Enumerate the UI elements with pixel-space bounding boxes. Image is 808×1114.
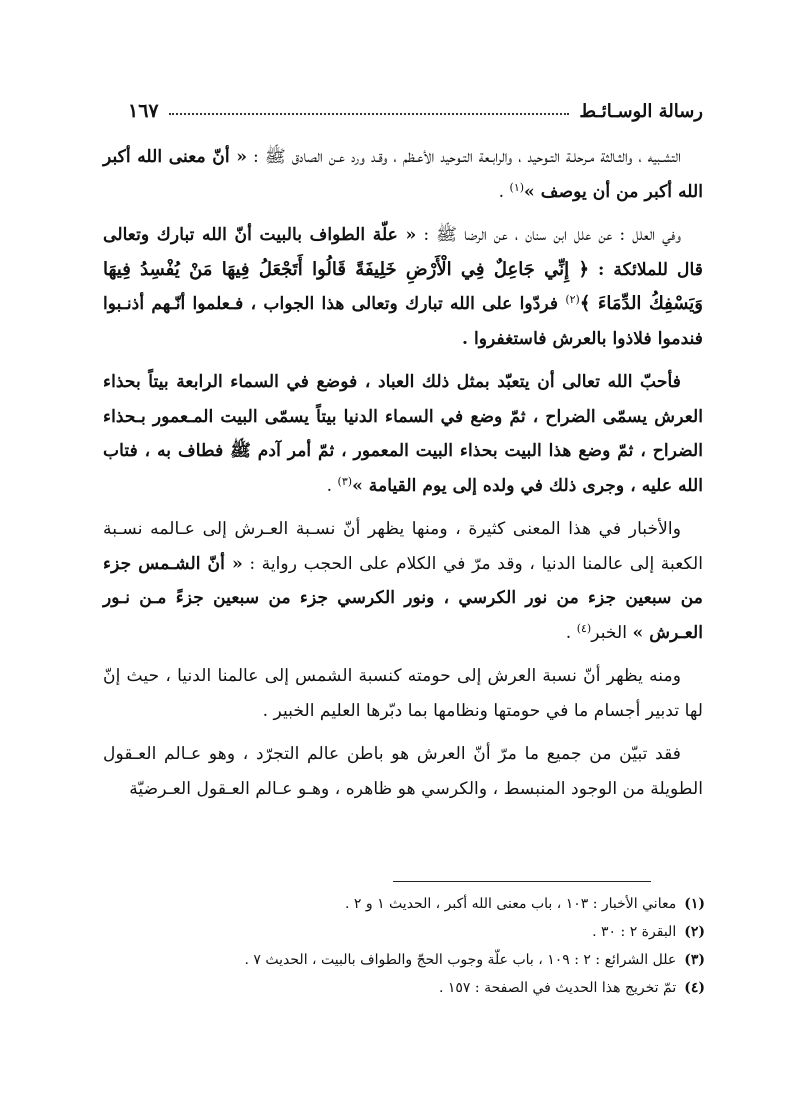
text-run: ومنه يظهر أنّ نسبة العرش إلى حومته كنسبة الشمس إلى عالمنا الدنيا ، حيث إنّ لها تدبير أجسام ما في حومتها ونظامها بما دبّرها العليم الخبير .: [103, 666, 703, 721]
footnote-text: البقرة ٢ : ٣٠ .: [592, 924, 677, 940]
footnote-ref[interactable]: (٣): [337, 474, 353, 488]
hadith-quote: فردّوا على الله تبارك وتعالى هذا الجواب ، فـعلموا أنّـهم أذنـبوا فندموا فلاذوا بالعرش فاستغفروا .: [103, 294, 703, 349]
paragraph: [103, 737, 703, 806]
footnote-text: تمّ تخريج هذا الحديث في الصفحة : ١٥٧ .: [438, 980, 677, 996]
footnote-number: (١): [684, 896, 705, 912]
quran-verse: ﴿ إِنِّي جَاعِلٌ فِي الْأَرْضِ خَلِيفَةً قَالُوا أَتَجْعَلُ فِيهَا مَنْ يُفْسِدُ فِيهَا وَيَسْفِكُ الدِّمَاءَ ﴾: [103, 258, 703, 314]
text-run: .: [565, 622, 577, 643]
footnote: [140, 974, 705, 1002]
running-header: [128, 92, 703, 122]
header-dot-leader: [169, 113, 570, 115]
hadith-quote: « أنّ معنى الله أكبر الله أكبر من أن يوصف »: [103, 147, 703, 202]
paragraph: [103, 659, 703, 728]
header-title: رسالة الوسـائـط: [579, 101, 703, 122]
footnote: [140, 918, 705, 946]
text-run: الخبر: [591, 622, 633, 643]
text-run: .: [498, 181, 510, 202]
footnote: [140, 890, 705, 918]
page-number: ١٦٧: [128, 100, 159, 122]
footnote-separator: [393, 881, 651, 882]
text-run: والأخبار في هذا المعنى كثيرة ، ومنها يظهر أنّ نسـبة العـرش إلى عـالمه نسـبة الكعبة إلى عالمنا الدنيا ، وقد مرّ في الكلام على الحجب رواية :: [103, 519, 703, 574]
footnotes: [140, 890, 705, 1002]
hadith-quote: « أنّ الشـمس جزء من سبعين جزء من نور الكرسي ، ونور الكرسي جزء من سبعين جزءً مـن نـور العـرش »: [103, 553, 703, 643]
hadith-quote: « علّة الطواف بالبيت أنّ الله تبارك وتعالى قال للملائكة :: [103, 225, 703, 280]
text-run: فقد تبيّن من جميع ما مرّ أنّ العرش هو باطن عالم التجرّد ، وهو عـالم العـقول الطويلة من الوجود المنبسط ، والكرسي هو ظاهره ، وهـو عـالم العـقول العـرضيّة: [103, 744, 703, 799]
footnote-ref[interactable]: (٤): [576, 621, 592, 635]
footnote-number: (٢): [684, 924, 705, 940]
footnote-ref[interactable]: (٢): [565, 293, 580, 306]
footnote-number: (٣): [684, 952, 705, 968]
footnote-text: علل الشرائع : ٢ : ١٠٩ ، باب علّة وجوب الحجّ والطواف بالبيت ، الحديث ٧ .: [244, 952, 677, 968]
paragraph: [103, 140, 703, 209]
text-run: التشـبيه ، والثـالثة مـرحلـة التـوحيد ، والرابـعة التـوحيد الأعـظم ، وقـد ورد عـن الصادق ﷺ :: [247, 147, 681, 167]
paragraph: [103, 512, 703, 650]
footnote-ref[interactable]: (١): [509, 180, 525, 194]
main-text: [103, 140, 703, 815]
paragraph: [103, 365, 703, 503]
footnote-number: (٤): [684, 980, 705, 996]
text-run: وفي العلل : عن علل ابن سنان ، عن الرضا ﷺ :: [416, 225, 681, 245]
hadith-quote: فأحبّ الله تعالى أن يتعبّد بمثل ذلك العباد ، فوضع في السماء الرابعة بيتاً بحذاء العرش يسمّى الضراح ، ثمّ وضع في السماء الدنيا بيتاً يسمّى البيت المـعمور بـحذاء الضراح ، ثمّ وضع هذا البيت بحذاء البيت المعمور ، ثمّ أمر آدم ﷺ فطاف به ، فتاب الله عليه ، وجرى ذلك في ولده إلى يوم القيامة »: [103, 372, 703, 496]
text-run: .: [326, 475, 338, 496]
footnote: [140, 946, 705, 974]
paragraph: [103, 218, 703, 356]
footnote-text: معاني الأخبار : ١٠٣ ، باب معنى الله أكبر ، الحديث ١ و ٢ .: [344, 896, 677, 912]
